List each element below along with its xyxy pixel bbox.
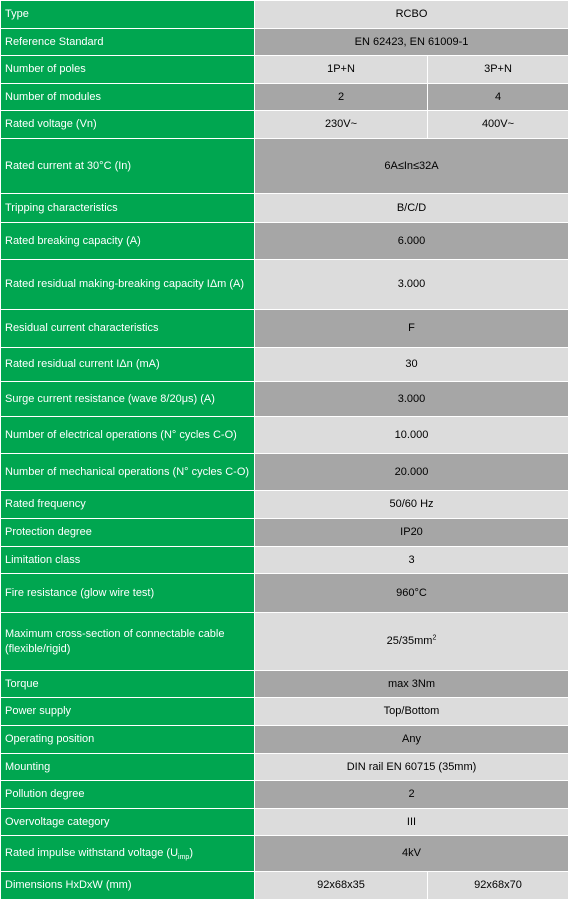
spec-row — [1, 454, 568, 491]
spec-row — [1, 809, 568, 836]
spec-label: Rated current at 30°C (In) — [1, 139, 255, 194]
spec-row — [1, 574, 568, 613]
spec-value: 2 — [255, 781, 568, 809]
spec-label: Number of mechanical operations (N° cycles C-O) — [1, 454, 255, 491]
spec-value: 4 — [428, 84, 568, 111]
spec-label: Mounting — [1, 754, 255, 781]
spec-row — [1, 519, 568, 547]
spec-label: Rated residual making-breaking capacity IΔm (A) — [1, 260, 255, 310]
spec-label: Surge current resistance (wave 8/20μs) (A) — [1, 382, 255, 417]
spec-row — [1, 872, 568, 900]
spec-label: Pollution degree — [1, 781, 255, 809]
spec-row — [1, 56, 568, 84]
spec-label: Overvoltage category — [1, 809, 255, 836]
spec-value: Top/Bottom — [255, 698, 568, 726]
spec-label: Tripping characteristics — [1, 194, 255, 223]
spec-label: Rated impulse withstand voltage $(U_{imp})$ — [1, 836, 255, 872]
spec-row — [1, 491, 568, 519]
spec-value: EN 62423, EN 61009-1 — [255, 29, 568, 56]
spec-table-body — [1, 1, 568, 900]
spec-value: max 3Nm — [255, 671, 568, 698]
spec-value: $25/35mm^2$ — [255, 613, 568, 671]
spec-label: Fire resistance (glow wire test) — [1, 574, 255, 613]
spec-row — [1, 348, 568, 382]
spec-row — [1, 382, 568, 417]
spec-label: Protection degree — [1, 519, 255, 547]
spec-row — [1, 84, 568, 111]
spec-value: Any — [255, 726, 568, 754]
spec-value: 4kV — [255, 836, 568, 872]
spec-value: 3.000 — [255, 260, 568, 310]
spec-row — [1, 417, 568, 454]
spec-label: Limitation class — [1, 547, 255, 574]
spec-row — [1, 671, 568, 698]
spec-value: 6A≤In≤32A — [255, 139, 568, 194]
spec-label: Maximum cross-section of connectable cable (flexible/rigid) — [1, 613, 255, 671]
spec-value: 3 — [255, 547, 568, 574]
spec-row — [1, 613, 568, 671]
spec-value: 6.000 — [255, 223, 568, 260]
spec-label: Reference Standard — [1, 29, 255, 56]
spec-value: 3P+N — [428, 56, 568, 84]
spec-value: III — [255, 809, 568, 836]
spec-value: 400V~ — [428, 111, 568, 139]
spec-row — [1, 310, 568, 348]
spec-value: 230V~ — [255, 111, 428, 139]
spec-label: Rated residual current IΔn (mA) — [1, 348, 255, 382]
spec-value: 2 — [255, 84, 428, 111]
spec-row — [1, 1, 568, 29]
spec-label: Number of modules — [1, 84, 255, 111]
spec-value: 92x68x35 — [255, 872, 428, 900]
spec-value: 10.000 — [255, 417, 568, 454]
spec-value: 30 — [255, 348, 568, 382]
spec-row — [1, 29, 568, 56]
spec-value: RCBO — [255, 1, 568, 29]
spec-row — [1, 111, 568, 139]
spec-label: Rated breaking capacity (A) — [1, 223, 255, 260]
spec-row — [1, 726, 568, 754]
spec-value: 20.000 — [255, 454, 568, 491]
spec-value: 92x68x70 — [428, 872, 568, 900]
spec-value: 960°C — [255, 574, 568, 613]
spec-row — [1, 698, 568, 726]
spec-value: DIN rail EN 60715 (35mm) — [255, 754, 568, 781]
spec-row — [1, 754, 568, 781]
spec-value: IP20 — [255, 519, 568, 547]
spec-row — [1, 194, 568, 223]
spec-value: 1P+N — [255, 56, 428, 84]
spec-value: B/C/D — [255, 194, 568, 223]
spec-row — [1, 781, 568, 809]
spec-row — [1, 836, 568, 872]
spec-label: Number of poles — [1, 56, 255, 84]
spec-value: 50/60 Hz — [255, 491, 568, 519]
spec-value: 3.000 — [255, 382, 568, 417]
spec-label: Rated voltage (Vn) — [1, 111, 255, 139]
spec-label: Dimensions HxDxW (mm) — [1, 872, 255, 900]
spec-value: F — [255, 310, 568, 348]
spec-label: Power supply — [1, 698, 255, 726]
spec-row — [1, 547, 568, 574]
spec-label: Number of electrical operations (N° cycles C-O) — [1, 417, 255, 454]
spec-label: Type — [1, 1, 255, 29]
spec-label: Residual current characteristics — [1, 310, 255, 348]
spec-value-superscript: 2 — [432, 634, 436, 641]
spec-label: Torque — [1, 671, 255, 698]
spec-label-subscript: imp — [178, 854, 189, 861]
spec-row — [1, 260, 568, 310]
spec-label: Operating position — [1, 726, 255, 754]
spec-row — [1, 223, 568, 260]
spec-row — [1, 139, 568, 194]
spec-label: Rated frequency — [1, 491, 255, 519]
